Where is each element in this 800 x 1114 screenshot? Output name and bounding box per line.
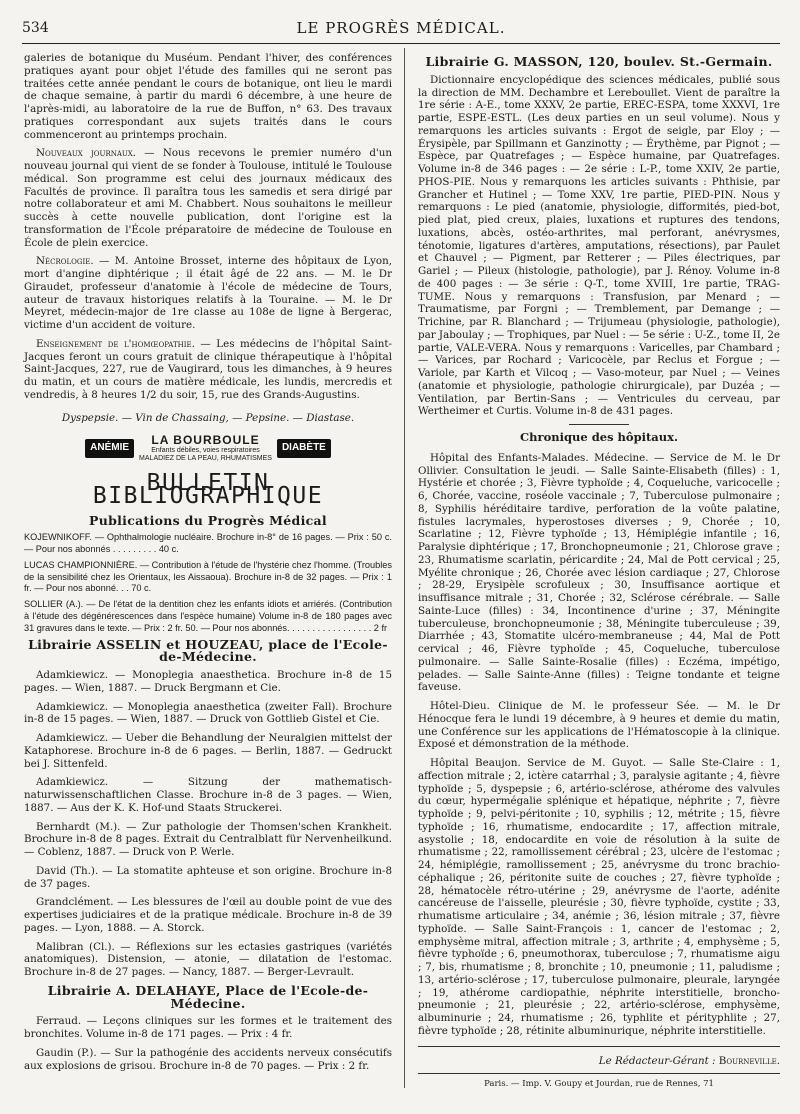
chronique-heading: Chronique des hôpitaux. (520, 430, 678, 444)
advert-name: LA BOURBOULE (151, 433, 260, 448)
botany-paragraph: galeries de botanique du Muséum. Pendant l'hiver, des conférences pratiques ayant pour objet l'étude des familles qui ne seront pas traitées cette année pendant le cours de botanique, ont lieu le mardi de chaque semaine, à partir du mardi 6 décembre, à une heure de l'après-midi, au laboratoire de la rue de Buffon, n° 63. Des travaux pratiques correspondant aux sujets traités dans le cours commenceront au printemps prochain. (24, 52, 392, 141)
homeopathy-lead: Enseignement de l'homœopathie. (36, 337, 195, 350)
advert-line1: Enfants débiles, voies respiratoires (151, 447, 260, 454)
advert-right-tag: DIABÈTE (277, 439, 331, 458)
necrology-paragraph (24, 255, 392, 332)
masson-heading: Librairie G. MASSON, 120, boulev. St.-Germain. (425, 54, 773, 69)
delahaye-heading: Librairie A. DELAHAYE, Place de l'Ecole-de-Médecine. (47, 982, 369, 1011)
advert-center (134, 434, 277, 463)
bibliography-entry: Grandclément. — Les blessures de l'œil au double point de vue des expertises judiciaires et de la pratique médicale. Brochure in-8 de 39 pages. — Lyon, 1888. — A. Storck. (24, 896, 392, 934)
bulletin-title: BULLETIN BIBLIOGRAPHIQUE (92, 470, 324, 509)
bibliography-entry: Bernhardt (M.). — Zur pathologie der Thomsen'schen Krankheit. Brochure in-8 de 8 pages. Extrait du Centralblatt für Nervenheilkund. — Coblenz, 1887. — Druck von P. Werle. (24, 820, 392, 859)
publications-heading: Publications du Progrès Médical (89, 512, 327, 528)
publication-entry: KOJEWNIKOFF. — Ophthalmologie nucléaire. Brochure in-8° de 16 pages. — Prix : 50 c. — Pour nos abonnés . . . . . . . . . 40 c. (24, 532, 392, 555)
advert-tagline: Dyspepsie. — Vin de Chassaing, — Pepsine. — Diastase. (61, 411, 355, 424)
hospital-hotel-dieu: Hôtel-Dieu. Clinique de M. le professeur Sée. — M. le Dr Hénocque fera le lundi 19 décembre, à 9 heures et demie du matin, une Conférence sur les applications de l'Hématoscopie à la clinique. Exposé et démonstration de la méthode. (418, 700, 780, 751)
journal-title: LE PROGRÈS MÉDICAL. (296, 19, 506, 37)
bibliography-entry: Malibran (Cl.). — Réflexions sur les ectasies gastriques (variétés anatomiques). Distension, — atonie, — dilatation de l'estomac. Brochure in-8 de 27 pages. — Nancy, 1887. — Berger-Levrault. (24, 940, 392, 979)
new-journals-paragraph (24, 147, 392, 249)
advert-left-tag: ANÉMIE (85, 439, 134, 458)
bibliography-entry: Adamkiewicz. — Monoplegia anaesthetica. Brochure in-8 de 15 pages. — Wien, 1887. — Druck Bergmann et Cie. (24, 669, 392, 694)
new-journals-lead: Nouveaux journaux. (36, 147, 137, 160)
section-rule (569, 424, 629, 425)
bibliography-entry: David (Th.). — La stomatite aphteuse et son origine. Brochure in-8 de 37 pages. (24, 864, 392, 890)
advert-line2: MALADIEZ DE LA PEAU, RHUMATISMES (139, 455, 272, 462)
dictionary-entry: Dictionnaire encyclopédique des sciences médicales, publié sous la direction de MM. Dechambre et Lereboullet. Vient de paraître la 1re série : A-E., tome XXXV, 2e partie, EREC-ESPA, tome XXXVI, 1re partie, ESPE-ESTL. (Les deux parties en un seul volume). Nous y remarquons les articles suivants : Ergot de seigle, par Eloy ; — Érysipèle, par Spillmann et Ganzinotty ; — Érythème, par Pignot ; — Espèce, par Quatrefages ; — Espèce humaine, par Quatrefages. Volume in-8 de 346 pages : — 2e série : L-P., tome XXIV, 2e partie, PHOS-PIE. Nous y remarquons les articles suivants : Phthisie, par Grancher et Hutinel ; — Tome XXV, 1re partie, PIED-PIN. Nous y remarquons : Le pied (anatomie, physiologie, difformités, pied-bot, pied plat, pied creux, plaies, luxations et ruptures des tendons, luxations, abcès, ostéo-arthrites, mal perforant, anévrysmes, ténotomie, ligatures d'artères, amputations, résections), par Paulet et Chauvel ; — Pigment, par Retterer ; — Piles électriques, par Gariel ; — Pileux (histologie, pathologie), par J. Rénoy. Volume in-8 de 400 pages : — 3e série : Q-T., tome XVIII, 1re partie, TRAG-TUME. Nous y remarquons : Transfusion, par Menard ; — Traumatisme, par Forgni ; — Tremblement, par Demange ; — Trichine, par R. Blanchard ; — Trijumeau (physiologie, pathologie), par Jaboulay ; — Trophiques, par Nuel : — 5e série : U-Z., tome II, 2e partie, VALE-VERA. Nous y remarquons : Varicelles, par Chambard ; — Varices, par Rochard ; Varicocèle, par Reclus et Forgue ; — Variole, par Karth et Vilcoq ; — Vaso-moteur, par Nuel ; — Veines (anatomie et physiologie, pathologie chirurgicale), par Duzéa ; — Ventilation, par Bertin-Sans ; — Ventricules du cerveau, par Wertheimer et Curtis. Volume in-8 de 431 pages. (418, 73, 780, 418)
homeopathy-text: — Les médecins de l'hôpital Saint-Jacques feront un cours gratuit de clinique thérapeutique à l'hôpital Saint-Jacques, 227, rue de Vaugirard, tous les dimanches, à 9 heures du matin, et un cours de matière médicale, les lundis, mercredis et vendredis, à 8 heures 1/2 du soir, 15, rue des Grands-Augustins. (24, 337, 392, 401)
hospital-enfants-malades: Hôpital des Enfants-Malades. Médecine. — Service de M. le Dr Ollivier. Consultation le jeudi. — Salle Sainte-Elisabeth (filles) : 1, Hystérie et chorée ; 3, Fièvre typhoïde ; 4, Coqueluche, varicocelle ; 6, Chorée, vaccine, roséole vaccinale ; 7, Tuberculose pulmonaire ; 8, Syphilis héréditaire tardive, perforation de la voûte palatine, fistules lacrymales, hyperostoses diverses ; 9, Chorée ; 10, Scarlatine ; 12, Fièvre typhoïde ; 13, Hémiplégie infantile ; 16, Paralysie diphtérique ; 17, Bronchopneumonie ; 21, Chlorose grave ; 23, Rhumatisme scarlatin, péricardite ; 24, Mal de Pott cervical ; 25, Myélite chronique ; 26, Chorée avec lésion cardiaque ; 27, Chlorose ; 28-29, Erysipèle scrofuleux ; 30, Insuffisance aortique et insuffisance mitrale ; 31, Chorée ; 32, Sclérose cérébrale. — Salle Sainte-Luce (filles) : 34, Incontinence d'urine ; 37, Méningite tuberculeuse, bronchopneumonie ; 38, Méningite tuberculeuse ; 39, Diarrhée ; 43, Stomatite ulcéro-membraneuse ; 44, Mal de Pott cervical ; 46, Fièvre typhoïde ; 45, Coqueluche, tuberculose pulmonaire. — Salle Sainte-Rosalie (filles) : Eczéma, impétigo, pelades. — Salle Sainte-Anne (filles) : Teigne tondante et teigne faveuse. (418, 451, 780, 694)
bibliography-entry: Gaudin (P.). — Sur la pathogénie des accidents nerveux consécutifs aux explosions de grisou. Brochure in-8 de 70 pages. — Prix : 2 fr. (24, 1046, 392, 1072)
column-divider (404, 48, 405, 1088)
page-header (22, 18, 780, 44)
left-column (24, 52, 392, 1078)
hospital-beaujon: Hôpital Beaujon. Service de M. Guyot. — Salle Ste-Claire : 1, affection mitrale ; 2, ictère catarrhal ; 3, paralysie agitante ; 4, fièvre typhoïde ; 5, dyspepsie ; 6, artério-sclérose, athérome des valvules du cœur, hypermégalie splénique et hépatique, néphrite ; 7, fièvre typhoïde ; 9, pelvi-péritonite ; 10, syphilis ; 12, métrite ; 15, fièvre typhoïde ; 16, rhumatisme, endocardite ; 17, affection mitrale, asystolie ; 18, endocardite en voie de résolution à la suite de rhumatisme ; 22, ramollissement cérébral ; 23, ulcère de l'estomac ; 24, hémiplégie, ramollissement ; 25, anévrysme du tronc brachio-céphalique ; 26, péritonite suite de couches ; 27, fièvre typhoïde ; 28, hématocèle rétro-utérine ; 29, anévrysme de l'aorte, adénite cancéreuse de l'aisselle, pleurésie ; 30, fièvre typhoïde, cystite ; 33, rhumatisme articulaire ; 34, anémie ; 36, lésion mitrale ; 37, fièvre typhoïde. — Salle Saint-François : 1, cancer de l'estomac ; 2, emphysème mitral, affection mitrale ; 3, arthrite ; 4, emphysème ; 5, fièvre typhoïde ; 6, pneumothorax, tuberculose ; 7, rhumatisme aigu ; 7, bis, rhumatisme ; 8, bronchite ; 10, pneumonie ; 11, paludisme ; 13, artério-sclérose ; 17, tuberculose pulmonaire, pleurale, laryngée ; 19, athérome cardiopathie, néphrite interstitielle, broncho-pneumonie ; 21, pleurésie ; 22, artério-sclérose, emphysème, albuminurie ; 24, rhumatisme ; 26, typhlite et pérityphlite ; 27, fièvre typhoïde ; 28, rétinite albuminurique, néphrite interstitielle. (418, 757, 780, 1037)
printer-line: Paris. — Imp. V. Goupy et Jourdan, rue de Rennes, 71 (418, 1073, 780, 1091)
asselin-heading: Librairie ASSELIN et HOUZEAU, place de l'Ecole-de-Médecine. (28, 636, 388, 665)
signature-label: Le Rédacteur-Gérant : (598, 1054, 719, 1067)
necrology-text: — M. Antoine Brosset, interne des hôpitaux de Lyon, mort d'angine diphtérique ; il était âgé de 22 ans. — M. le Dr Giraudet, professeur d'anatomie à l'école de médecine de Tours, auteur de travaux historiques relatifs à la Touraine. — M. le Dr Meyret, médecin-major de 1re classe au 108e de ligne à Bergerac, victime d'un accident de voiture. (24, 255, 392, 331)
bourboule-advert (24, 434, 392, 463)
publication-entry: SOLLIER (A.). — De l'état de la dentition chez les enfants idiots et arriérés. (Contribution à l'étude des dégénérescences dans l'espèce humaine) Volume in-8 de 180 pages avec 31 gravures dans le texte. — Prix : 2 fr. 50. — Pour nos abonnés. . . . . . . . . . . . . . . . . 2 fr (24, 599, 392, 633)
new-journals-text: — Nous recevons le premier numéro d'un nouveau journal qui vient de se fonder à Toulouse, intitulé le Toulouse médical. Son programme est celui des journaux médicaux des Facultés de province. Il paraîtra tous les samedis et sera dirigé par notre collaborateur et ami M. Chabbert. Nous souhaitons le meilleur succès à cette nouvelle publication, dont l'origine est la transformation de l'École préparatoire de médecine de Toulouse en École de plein exercice. (24, 147, 393, 249)
bibliography-entry: Adamkiewicz. — Sitzung der mathematisch-naturwissenschaftlichen Classe. Brochure in-8 de 3 pages. — Wien, 1887. — Aus der K. K. Hof-und Staats Struckerei. (24, 776, 392, 814)
page-number: 534 (22, 20, 49, 36)
bibliography-entry: Adamkiewicz. — Ueber die Behandlung der Neuralgien mittelst der Kataphorese. Brochure in-8 de 6 pages. — Berlin, 1887. — Gedruckt bei J. Sittenfeld. (24, 732, 392, 770)
homeopathy-paragraph (24, 338, 392, 402)
right-column (418, 52, 780, 1091)
signature-name: Bourneville. (718, 1054, 780, 1067)
publication-entry: LUCAS CHAMPIONNIÈRE. — Contribution à l'étude de l'hystérie chez l'homme. (Troubles de la sensibilité chez les Orientaux, les Aissaoua). Brochure in-8 de 32 pages. — Prix : 1 fr. — Pour nos abonné. . . 70 c. (24, 559, 392, 594)
necrology-lead: Nécrologie. (36, 255, 94, 268)
editor-signature (418, 1046, 780, 1068)
bibliography-entry: Ferraud. — Leçons cliniques sur les formes et le traitement des bronchites. Volume in-8 de 171 pages. — Prix : 4 fr. (24, 1015, 392, 1041)
bibliography-entry: Adamkiewicz. — Monoplegia anaesthetica (zweiter Fall). Brochure in-8 de 15 pages. — Wien, 1887. — Druck von Gottlieb Gistel et Cie. (24, 700, 392, 726)
